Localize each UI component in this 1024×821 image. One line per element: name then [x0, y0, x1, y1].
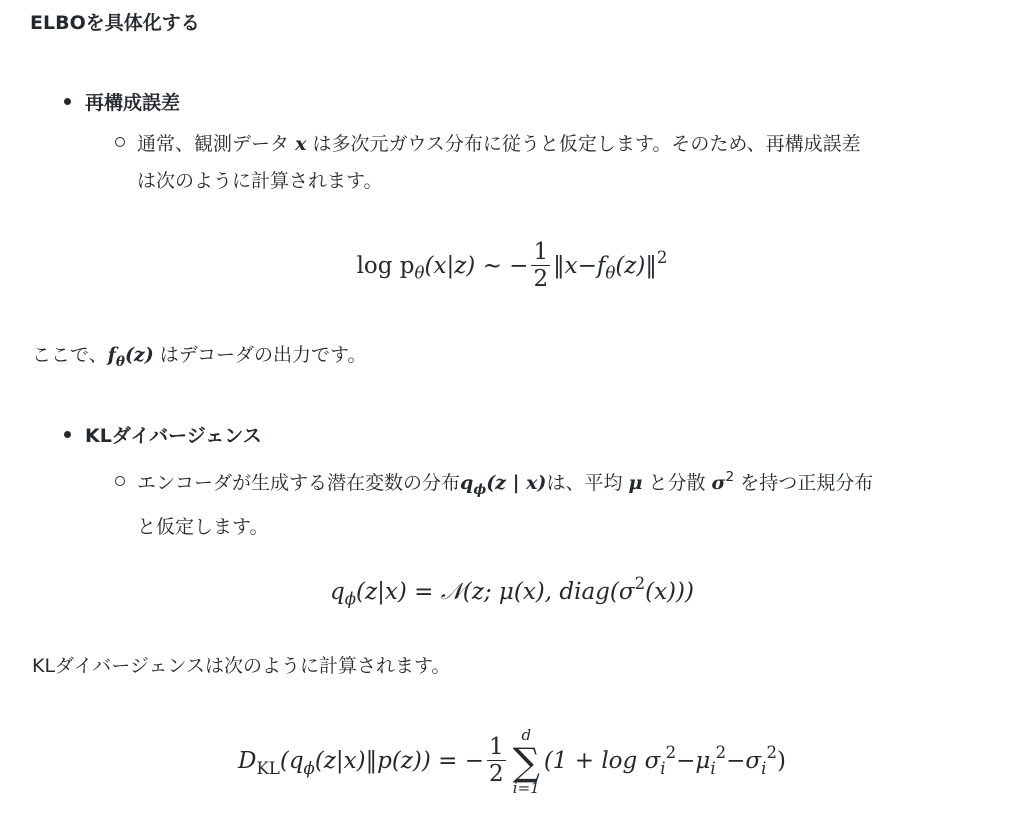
- note-a: ここで、: [32, 344, 108, 366]
- eq1-args: (x|z) ∼ −: [424, 252, 529, 279]
- eq3-phi: ϕ: [303, 758, 315, 778]
- eq1-rhs-theta: θ: [605, 263, 616, 283]
- kl-q-arg: (z | x): [486, 472, 547, 495]
- eq3-summation: [513, 728, 540, 796]
- note-b: はデコーダの出力です。: [159, 344, 367, 366]
- subitem-text-b: は多次元ガウス分布に従うと仮定します。そのため、再構成誤差: [312, 133, 861, 155]
- kl-sigma-exp: 2: [725, 469, 735, 485]
- eq3-d: D: [238, 748, 257, 774]
- eq3-fraction: [487, 735, 506, 789]
- equation-posterior: [0, 574, 1024, 609]
- eq1-frac-den: 2: [533, 266, 549, 293]
- eq2-phi: ϕ: [344, 589, 357, 609]
- bullet-title: 再構成誤差: [85, 92, 181, 114]
- kl-text-d: を持つ正規分布: [740, 472, 874, 495]
- note-arg: (z): [124, 344, 154, 366]
- eq3-frac-num: 1: [489, 734, 504, 761]
- eq1-rhs: ‖x−f: [553, 252, 606, 279]
- eq1-rhs-end: (z)‖: [615, 252, 657, 279]
- eq1-exp: 2: [656, 248, 668, 268]
- kl-phi: ϕ: [473, 481, 487, 498]
- subitem-kl: [115, 459, 995, 546]
- equation-reconstruction: [0, 240, 1024, 294]
- eq1-lhs: log p: [356, 252, 415, 279]
- eq3-sum-top: d: [521, 726, 532, 744]
- note-kl: KLダイバージェンスは次のように計算されます。: [32, 655, 451, 677]
- note-sub: θ: [115, 353, 125, 370]
- eq1-theta: θ: [414, 263, 425, 283]
- circle-bullet-icon: [115, 137, 125, 147]
- eq3-s1-sub: i: [660, 758, 666, 778]
- eq3-minus-mu: −μ: [676, 748, 711, 774]
- kl-sigma: σ: [711, 472, 726, 495]
- eq3-sum-bot: i=1: [512, 779, 540, 797]
- note-f: f: [107, 344, 116, 366]
- subitem-text-c: は次のように計算されます。: [137, 170, 383, 192]
- var-x: x: [295, 133, 307, 155]
- bullet-reconstruction-error: [64, 88, 180, 115]
- eq2-body: (z|x) = 𝒩(z; μ(x), diag(σ: [356, 578, 635, 605]
- kl-text-a: エンコーダが生成する潜在変数の分布: [137, 472, 461, 495]
- note-decoder: [32, 340, 367, 370]
- eq2-exp: 2: [634, 574, 646, 593]
- eq2-tail: (x))): [645, 578, 694, 605]
- eq3-s2-sub: i: [710, 758, 716, 778]
- eq3-s1-sup: 2: [665, 743, 677, 763]
- bullet-dot-icon: [64, 98, 71, 105]
- kl-mu: μ: [628, 472, 643, 495]
- equation-kl: [0, 728, 1024, 796]
- bullet-dot-icon: [64, 431, 71, 438]
- kl-text-b: は、平均: [546, 472, 623, 495]
- eq1-frac-num: 1: [533, 239, 549, 265]
- eq2-q: q: [330, 578, 345, 605]
- eq3-s3-sup: 2: [766, 743, 777, 763]
- section-heading: ELBOを具体化する: [30, 12, 200, 34]
- bullet-kl-divergence: [64, 421, 262, 448]
- eq3-s2-sup: 2: [715, 743, 727, 763]
- kl-text-c: と分散: [648, 472, 706, 495]
- eq3-minus-sigma: −σ: [726, 748, 762, 774]
- circle-bullet-icon: [115, 476, 125, 486]
- subitem-text-a: 通常、観測データ: [137, 133, 290, 155]
- eq3-s3-sub: i: [761, 758, 767, 778]
- bullet-title: KLダイバージェンス: [85, 425, 262, 447]
- subitem-reconstruction: [115, 126, 995, 200]
- eq3-q-part: (q: [279, 748, 304, 774]
- eq3-mid: (z|x)‖p(z)) = −: [314, 748, 485, 774]
- eq3-frac-den: 2: [489, 761, 504, 788]
- kl-q: q: [460, 472, 474, 495]
- eq3-close: ): [776, 748, 786, 774]
- eq3-kl: KL: [256, 758, 280, 778]
- eq1-fraction: [531, 240, 550, 294]
- kl-text-e: と仮定します。: [137, 515, 269, 538]
- eq3-sum-sym: ∑: [512, 740, 540, 784]
- eq3-paren: (1 + log σ: [543, 748, 661, 774]
